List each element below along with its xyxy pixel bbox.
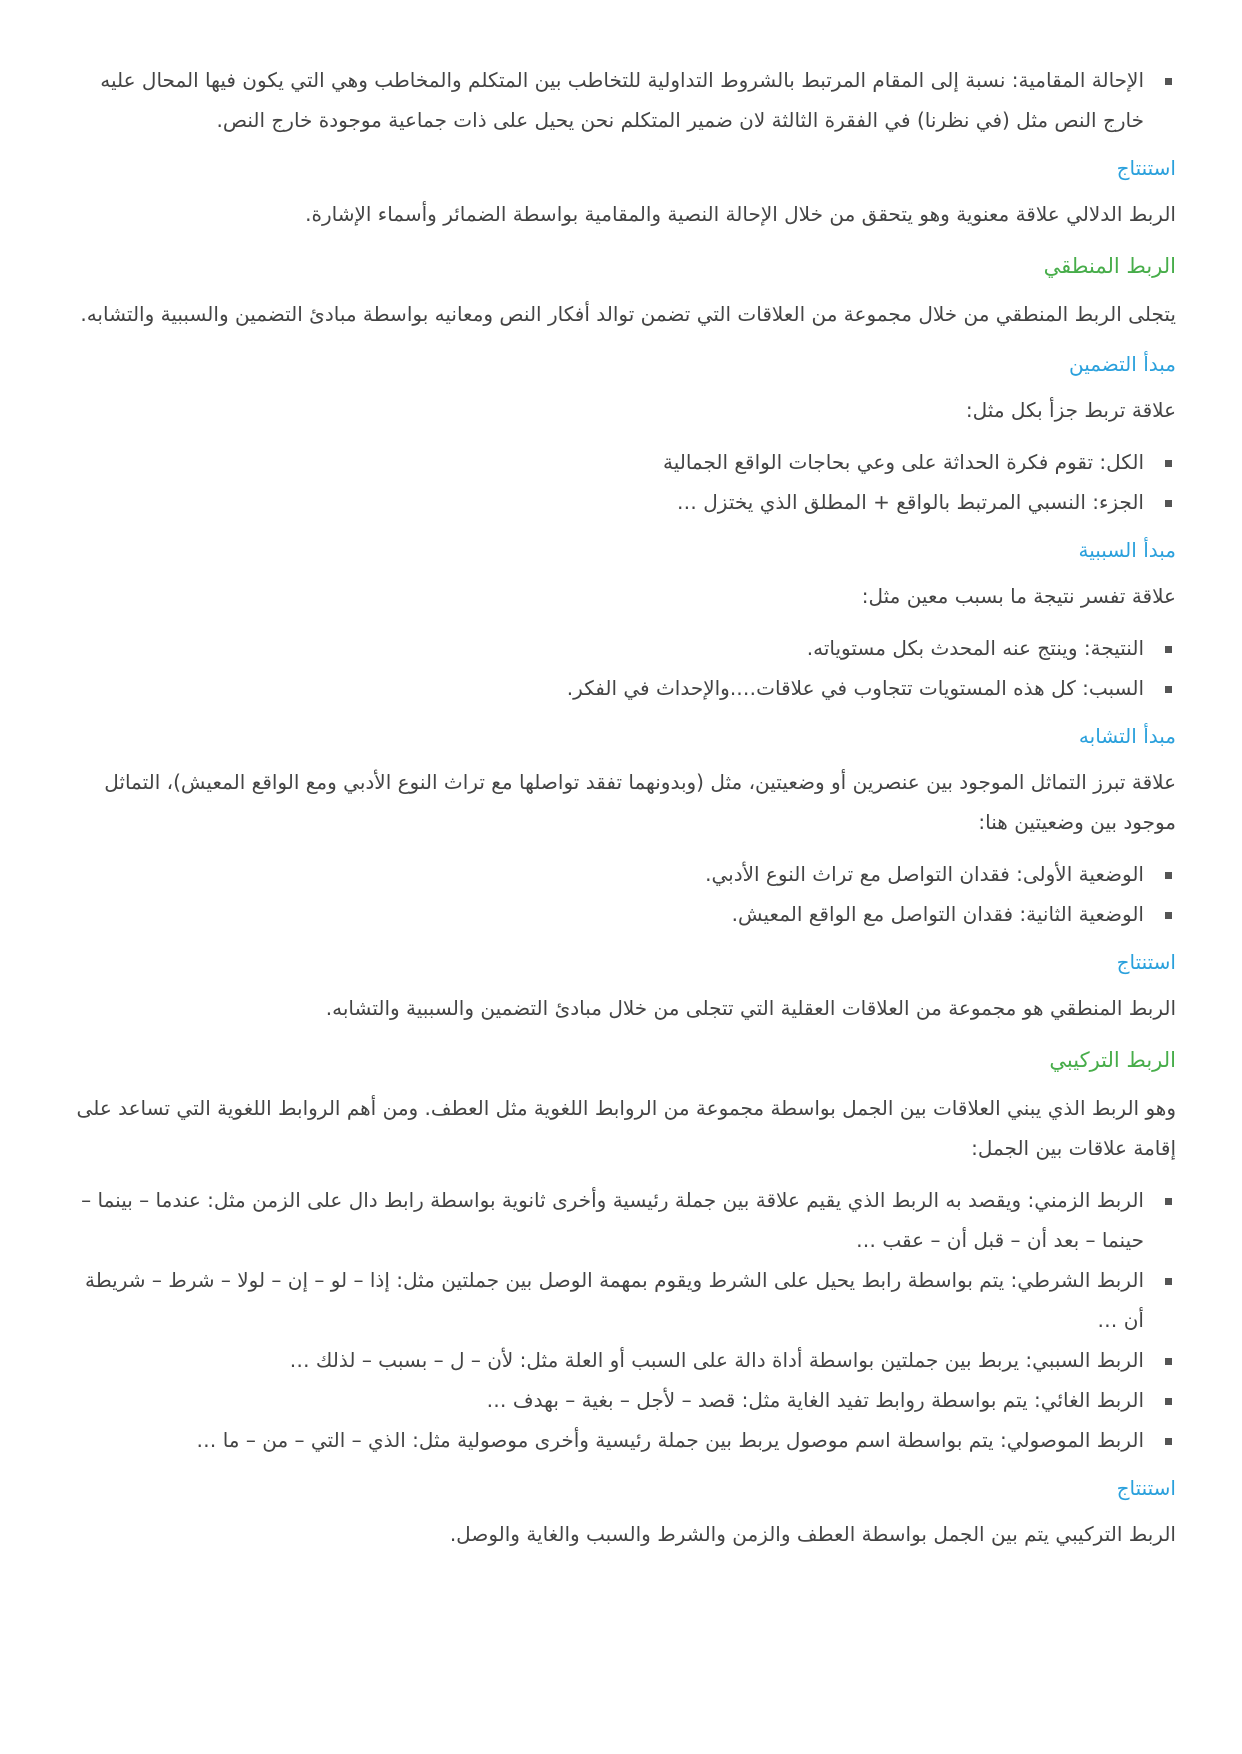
causality-lead: علاقة تفسر نتيجة ما بسبب معين مثل: bbox=[861, 584, 1176, 608]
list-item: الوضعية الأولى: فقدان التواصل مع تراث النوع الأدبي. bbox=[76, 854, 1144, 894]
list-item: الوضعية الثانية: فقدان التواصل مع الواقع المعيش. bbox=[76, 894, 1144, 934]
document-content bbox=[76, 60, 1176, 1554]
syntactic-text: وهو الربط الذي يبني العلاقات بين الجمل بواسطة مجموعة من الروابط اللغوية مثل العطف. ومن أهم الروابط اللغوية التي تساعد على إقامة علاقات بين الجمل: bbox=[76, 1096, 1176, 1160]
conclusion-heading: استنتاج bbox=[1116, 1476, 1176, 1500]
list-item: الربط السببي: يربط بين جملتين بواسطة أداة دالة على السبب أو العلة مثل: لأن – ل – بسبب – لذلك … bbox=[76, 1340, 1144, 1380]
causality-list bbox=[76, 628, 1176, 708]
syntactic-list bbox=[76, 1180, 1176, 1460]
inclusion-lead: علاقة تربط جزأ بكل مثل: bbox=[965, 398, 1176, 422]
list-item: الربط الزمني: ويقصد به الربط الذي يقيم علاقة بين جملة رئيسية وأخرى ثانوية بواسطة رابط دال على الزمن مثل: عندما – بينما – حينما – بعد أن – قبل أن – عقب … bbox=[76, 1180, 1144, 1260]
list-item: النتيجة: وينتج عنه المحدث بكل مستوياته. bbox=[76, 628, 1144, 668]
section-heading-logical: الربط المنطقي bbox=[1043, 254, 1176, 278]
list-item: الإحالة المقامية: نسبة إلى المقام المرتبط بالشروط التداولية للتخاطب بين المتكلم والمخاطب وهي التي يكون فيها المحال عليه خارج النص مثل (في نظرنا) في الفقرة الثالثة لان ضمير المتكلم نحن يحيل على ذات جماعية موجودة خارج النص. bbox=[76, 60, 1144, 140]
section-heading-syntactic: الربط التركيبي bbox=[1049, 1048, 1176, 1072]
list-item: الجزء: النسبي المرتبط بالواقع + المطلق الذي يختزل … bbox=[76, 482, 1144, 522]
logical-text: يتجلى الربط المنطقي من خلال مجموعة من العلاقات التي تضمن توالد أفكار النص ومعانيه بواسطة مبادئ التضمين والسببية والتشابه. bbox=[80, 302, 1176, 326]
conclusion-text: الربط المنطقي هو مجموعة من العلاقات العقلية التي تتجلى من خلال مبادئ التضمين والسببية والتشابه. bbox=[325, 996, 1176, 1020]
intro-list bbox=[76, 60, 1176, 140]
list-item: الربط الغائي: يتم بواسطة روابط تفيد الغاية مثل: قصد – لأجل – بغية – بهدف … bbox=[76, 1380, 1144, 1420]
list-item: السبب: كل هذه المستويات تتجاوب في علاقات….والإحداث في الفكر. bbox=[76, 668, 1144, 708]
subheading-inclusion: مبدأ التضمين bbox=[1068, 352, 1176, 376]
similarity-list bbox=[76, 854, 1176, 934]
inclusion-list bbox=[76, 442, 1176, 522]
list-item: الربط الشرطي: يتم بواسطة رابط يحيل على الشرط ويقوم بمهمة الوصل بين جملتين مثل: إذا – لو – إن – لولا – شرط – شريطة أن … bbox=[76, 1260, 1144, 1340]
conclusion-heading: استنتاج bbox=[1116, 950, 1176, 974]
subheading-causality: مبدأ السببية bbox=[1078, 538, 1176, 562]
conclusion-text: الربط التركيبي يتم بين الجمل بواسطة العطف والزمن والشرط والسبب والغاية والوصل. bbox=[449, 1522, 1176, 1546]
list-item: الكل: تقوم فكرة الحداثة على وعي بحاجات الواقع الجمالية bbox=[76, 442, 1144, 482]
conclusion-text: الربط الدلالي علاقة معنوية وهو يتحقق من خلال الإحالة النصية والمقامية بواسطة الضمائر وأسماء الإشارة. bbox=[305, 202, 1176, 226]
similarity-lead: علاقة تبرز التماثل الموجود بين عنصرين أو وضعيتين، مثل (وبدونهما تفقد تواصلها مع تراث النوع الأدبي ومع الواقع المعيش)، التماثل موجود بين وضعيتين هنا: bbox=[104, 770, 1176, 834]
subheading-similarity: مبدأ التشابه bbox=[1078, 724, 1176, 748]
list-item: الربط الموصولي: يتم بواسطة اسم موصول يربط بين جملة رئيسية وأخرى موصولية مثل: الذي – التي – من – ما … bbox=[76, 1420, 1144, 1460]
conclusion-heading: استنتاج bbox=[1116, 156, 1176, 180]
